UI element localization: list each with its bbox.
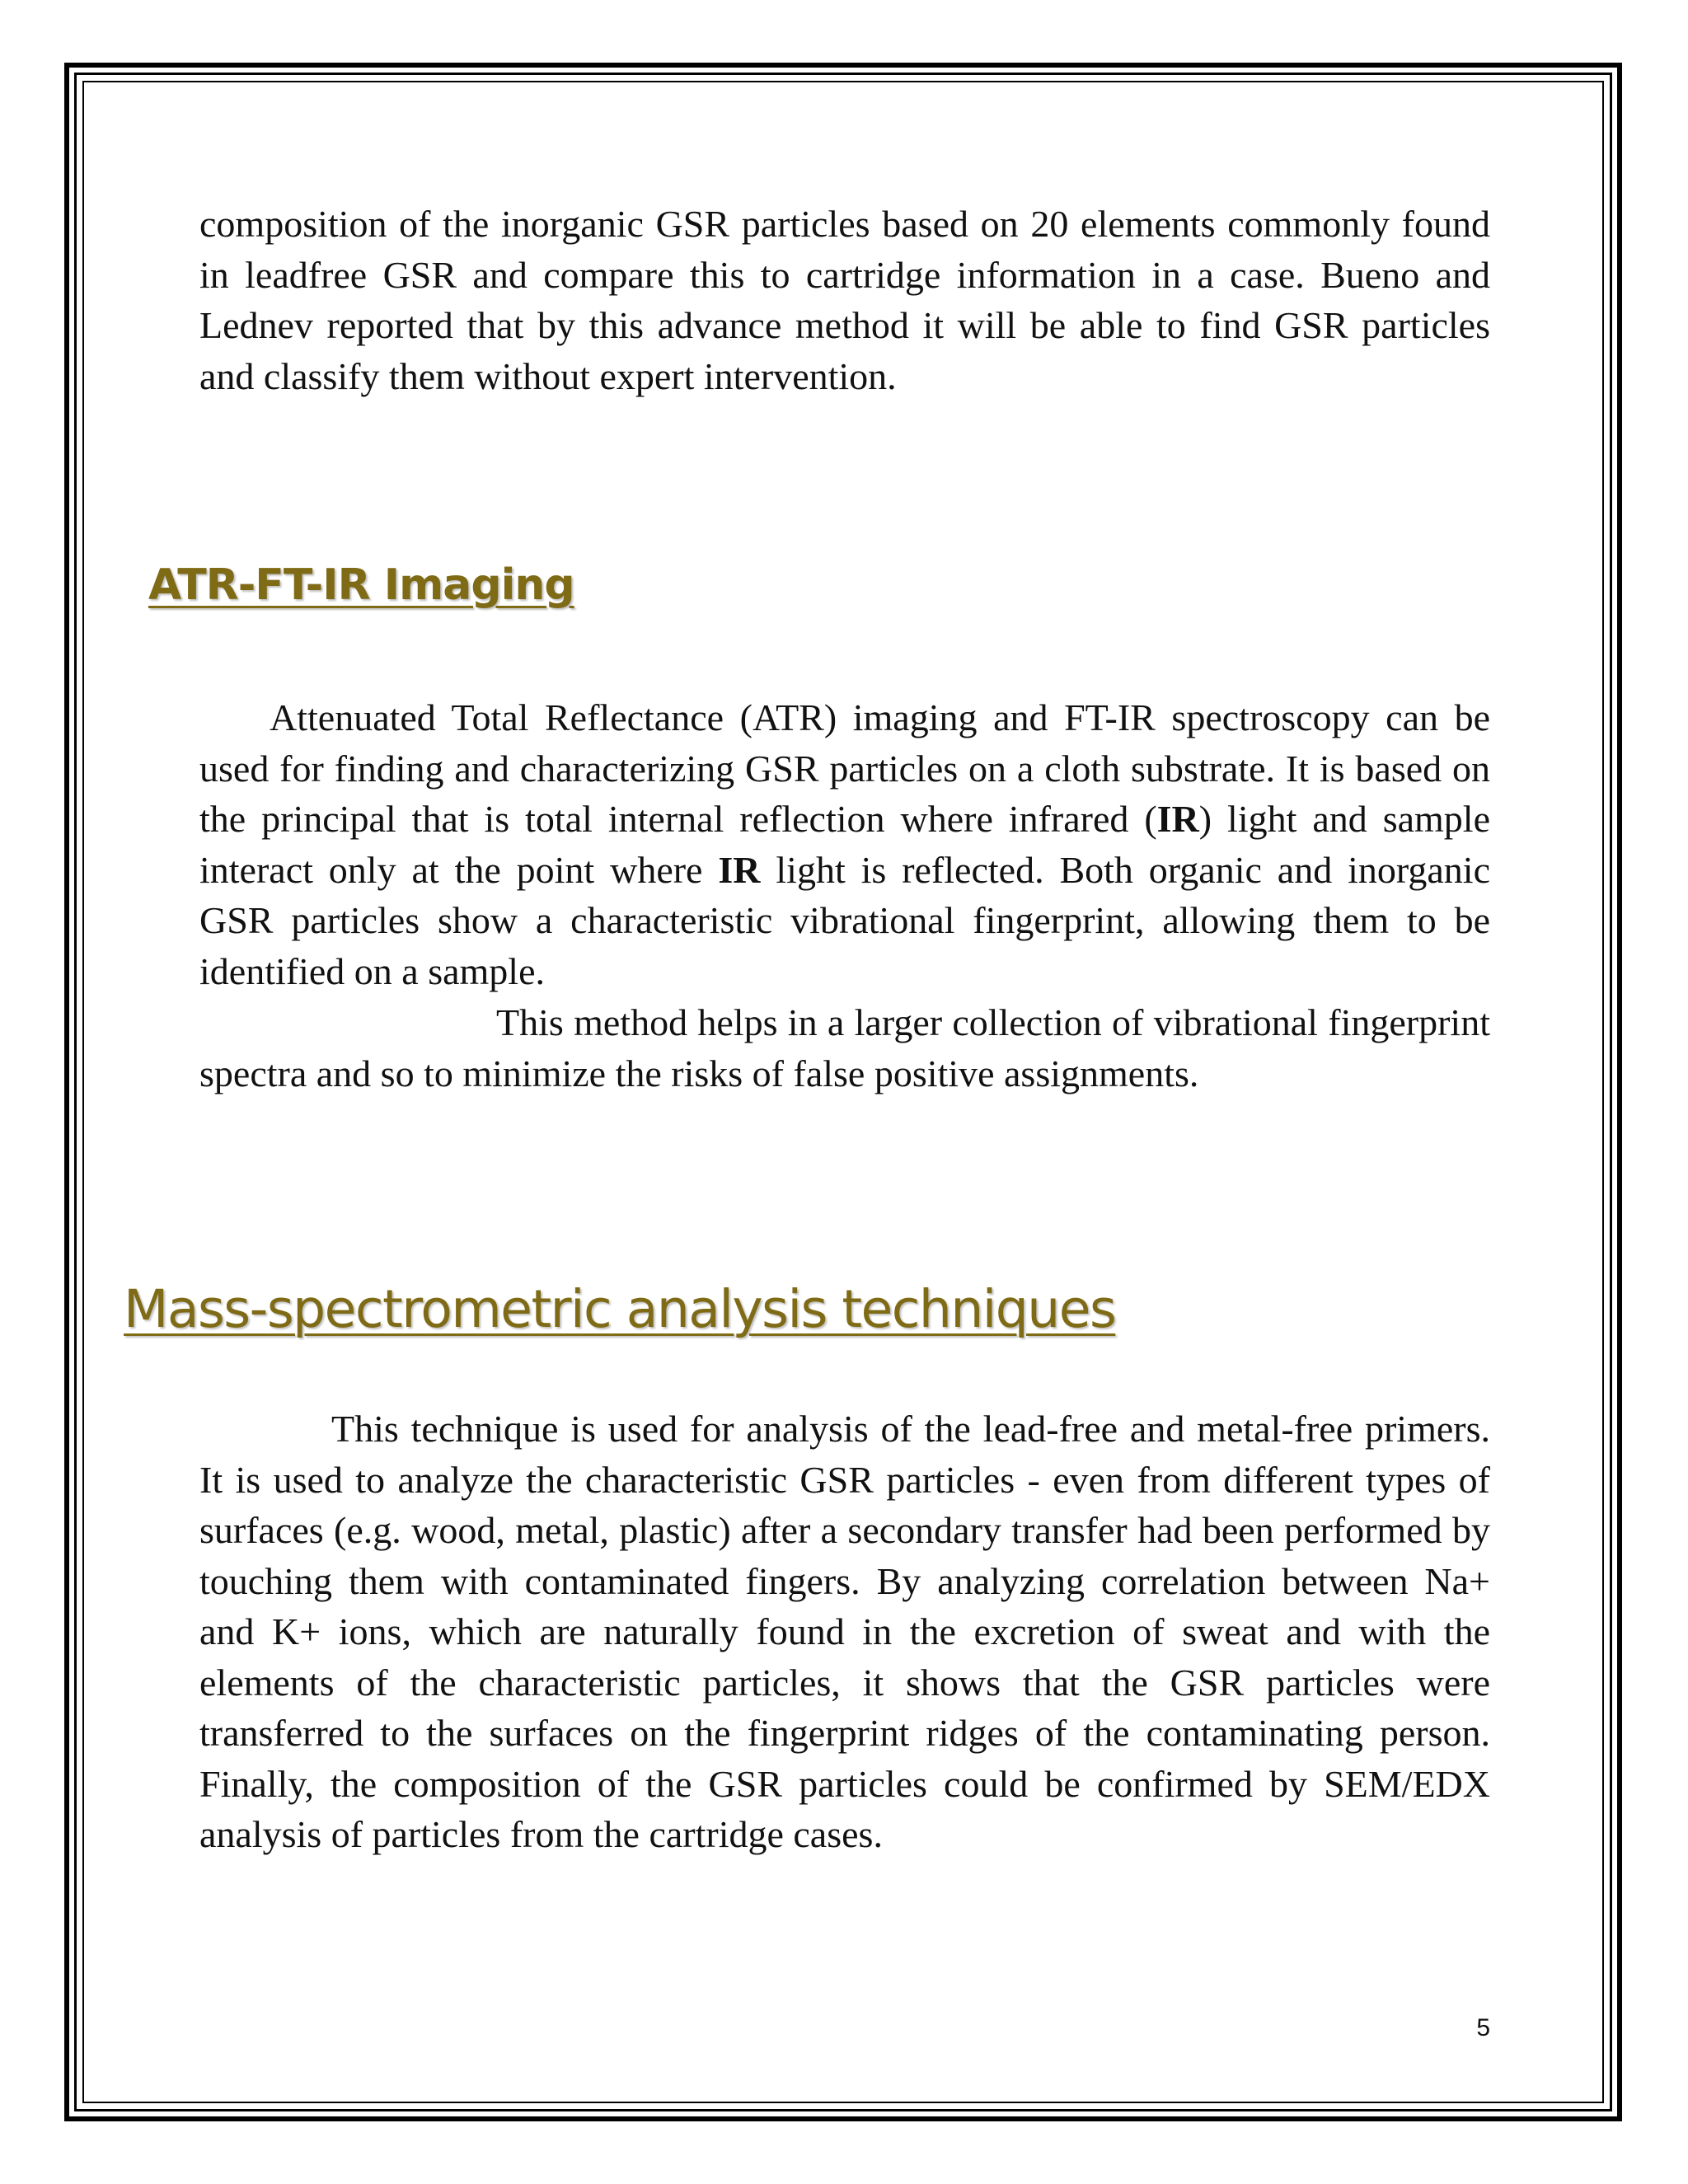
- paragraph-continued: composition of the inorganic GSR particles based on 20 elements commonly found in leadfree GSR and compare this to cartridge information in a case. Bueno and Lednev reported that by this advance method it will be able to find GSR particles and classify them without expert intervention.: [199, 203, 1490, 397]
- paragraph-atr-text-c: light is reflected. Both organic and inorganic GSR particles show a characteristic vibrational fingerprint, allowing them to be identified on a sample.: [199, 848, 1490, 992]
- ir-bold-term: IR: [1156, 798, 1199, 840]
- heading-atr-ft-ir-imaging: ATR-FT-IR Imaging: [148, 560, 574, 610]
- paragraph-atr-description: [199, 692, 1490, 996]
- paragraph-atr-text-b: ) light and sample interact only at the point where: [199, 798, 1491, 891]
- paragraph-mass-spectrometric: This technique is used for analysis of the lead-free and metal-free primers. It is used to analyze the characteristic GSR particles - even from different types of surfaces (e.g. wood, metal, plastic) after a secondary transfer had been performed by touching them with contaminated fingers. By analyzing correlation between Na+ and K+ ions, which are naturally found in the excretion of sweat and with the elements of the characteristic particles, it shows that the GSR particles were transferred to the surfaces on the fingerprint ridges of the contaminating person. Finally, the composition of the GSR particles could be confirmed by SEM/EDX analysis of particles from the cartridge cases.: [199, 1408, 1490, 1855]
- paragraph-atr-method: This method helps in a larger collection of vibrational fingerprint spectra and so to minimize the risks of false positive assignments.: [199, 1001, 1490, 1094]
- paragraph-atr-text-a: Attenuated Total Reflectance (ATR) imaging and FT-IR spectroscopy can be used for finding and characterizing GSR particles on a cloth substrate. It is based on the principal that is total internal reflection where infrared (: [199, 696, 1490, 840]
- page-number: 5: [1476, 2014, 1490, 2041]
- heading-mass-spectrometric: Mass-spectrometric analysis techniques: [124, 1279, 1116, 1339]
- ir-bold-term: IR: [718, 848, 761, 891]
